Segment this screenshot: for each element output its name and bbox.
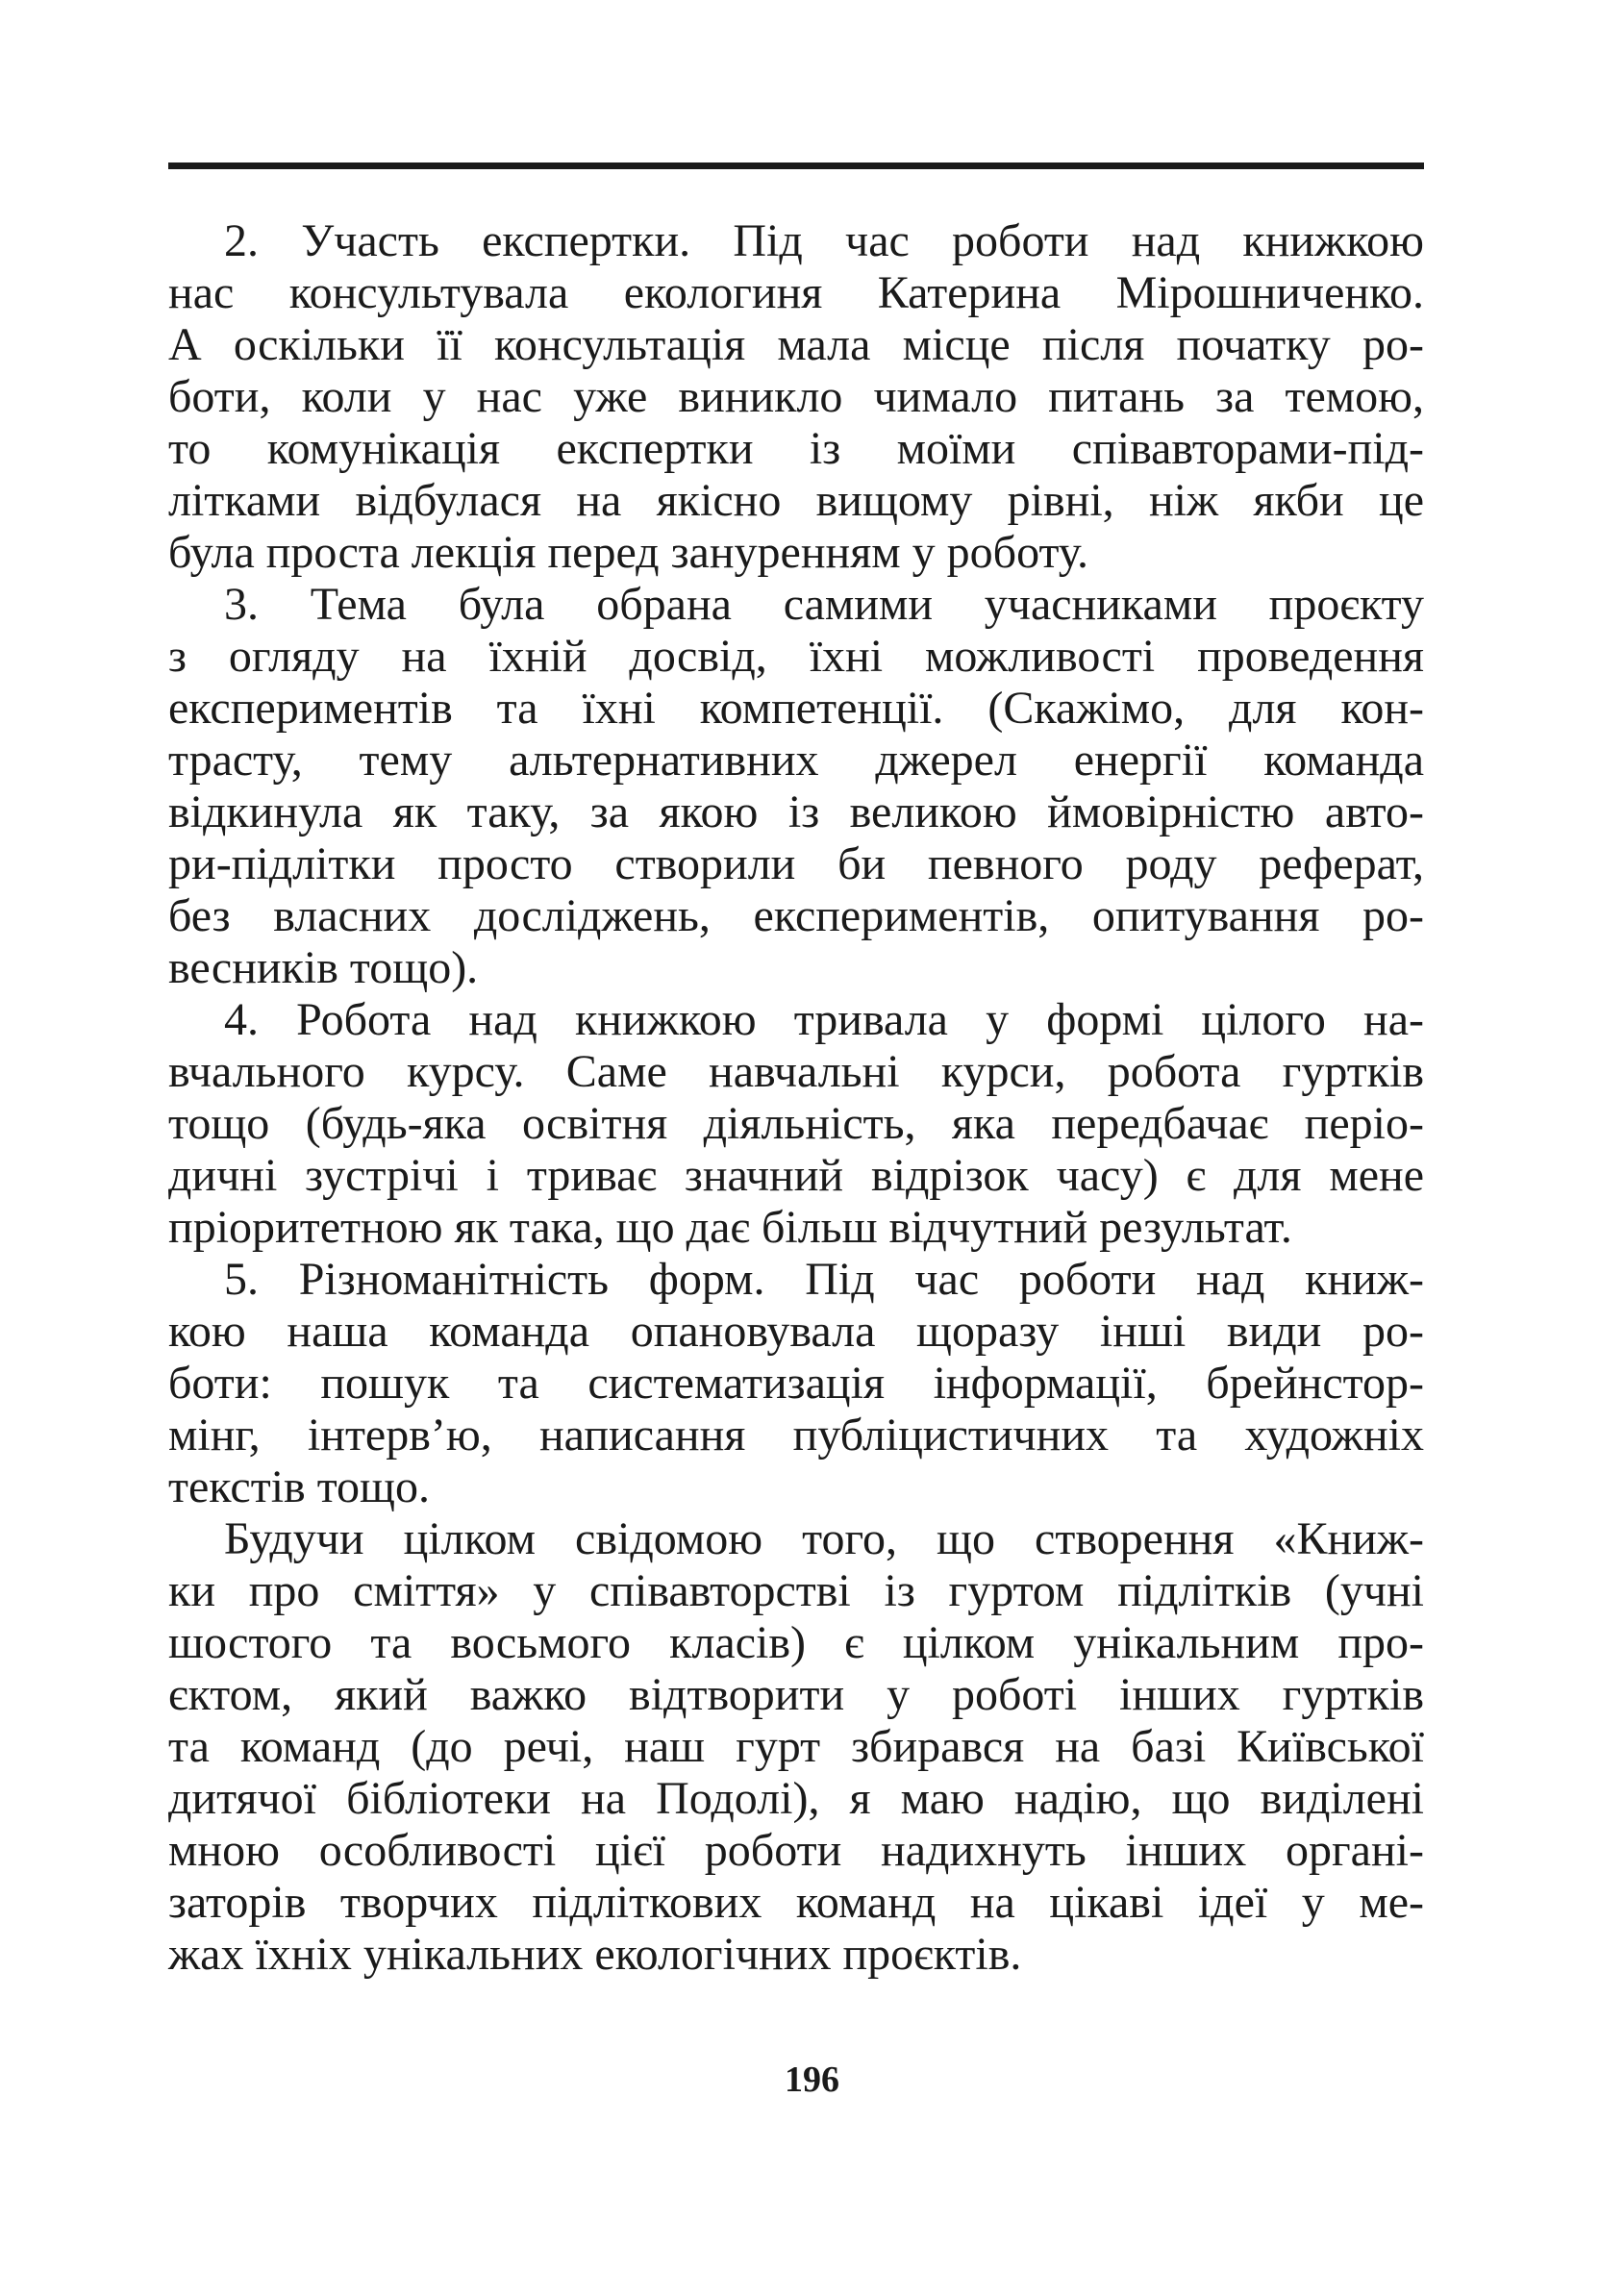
text-line: ри-підлітки просто створили би певного роду реферат, bbox=[168, 838, 1424, 889]
text-line: пріоритетною як така, що дає більш відчутний результат. bbox=[168, 1202, 1292, 1253]
text-line: то комунікація експертки із моїми співавторами-під- bbox=[168, 423, 1424, 474]
text-line: текстів тощо. bbox=[168, 1461, 430, 1512]
text-line: дитячої бібліотеки на Подолі), я маю надію, що виділені bbox=[168, 1773, 1424, 1824]
text-line: та команд (до речі, наш гурт збирався на базі Київської bbox=[168, 1721, 1424, 1772]
text-line: нас консультувала екологиня Катерина Мірошниченко. bbox=[168, 267, 1424, 318]
text-line: ки про сміття» у співавторстві із гуртом підлітків (учні bbox=[168, 1565, 1424, 1616]
text-line: експериментів та їхні компетенції. (Скажімо, для кон- bbox=[168, 683, 1424, 734]
text-line: А оскільки її консультація мала місце після початку ро- bbox=[168, 319, 1424, 370]
text-line: боти, коли у нас уже виникло чимало питань за темою, bbox=[168, 371, 1424, 422]
text-line: боти: пошук та систематизація інформації, брейнстор- bbox=[168, 1358, 1424, 1409]
page-number: 196 bbox=[785, 2060, 839, 2100]
text-line: весників тощо). bbox=[168, 942, 479, 993]
text-line: мною особливості цієї роботи надихнуть інших органі- bbox=[168, 1825, 1424, 1876]
text-line: мінг, інтерв’ю, написання публіцистичних та художніх bbox=[168, 1410, 1424, 1461]
text-line: 2. Участь експертки. Під час роботи над книжкою bbox=[224, 215, 1424, 266]
text-line: жах їхніх унікальних екологічних проєктів. bbox=[168, 1929, 1022, 1980]
text-line: Будучи цілком свідомою того, що створення «Книж- bbox=[224, 1513, 1424, 1564]
text-line: відкинула як таку, за якою із великою ймовірністю авто- bbox=[168, 786, 1424, 837]
text-line: шостого та восьмого класів) є цілком унікальним про- bbox=[168, 1617, 1424, 1668]
text-line: була проста лекція перед зануренням у роботу. bbox=[168, 527, 1088, 578]
text-line: трасту, тему альтернативних джерел енергії команда bbox=[168, 735, 1424, 786]
text-line: 4. Робота над книжкою тривала у формі цілого на- bbox=[224, 994, 1424, 1045]
text-line: вчального курсу. Саме навчальні курси, робота гуртків bbox=[168, 1046, 1424, 1097]
text-line: єктом, який важко відтворити у роботі інших гуртків bbox=[168, 1669, 1424, 1720]
text-line: з огляду на їхній досвід, їхні можливості проведення bbox=[168, 631, 1424, 682]
text-line: 3. Тема була обрана самими учасниками проєкту bbox=[224, 579, 1424, 630]
text-line: заторів творчих підліткових команд на цікаві ідеї у ме- bbox=[168, 1877, 1424, 1928]
header-rule bbox=[168, 162, 1424, 169]
text-line: дичні зустрічі і триває значний відрізок часу) є для мене bbox=[168, 1150, 1424, 1201]
body-text bbox=[168, 215, 1424, 1981]
text-line: без власних досліджень, експериментів, опитування ро- bbox=[168, 890, 1424, 941]
text-line: 5. Різноманітність форм. Під час роботи над книж- bbox=[224, 1254, 1424, 1305]
text-line: тощо (будь-яка освітня діяльність, яка передбачає періо- bbox=[168, 1098, 1424, 1149]
text-line: літками відбулася на якісно вищому рівні, ніж якби це bbox=[168, 475, 1424, 526]
text-line: кою наша команда опановувала щоразу інші види ро- bbox=[168, 1306, 1424, 1357]
